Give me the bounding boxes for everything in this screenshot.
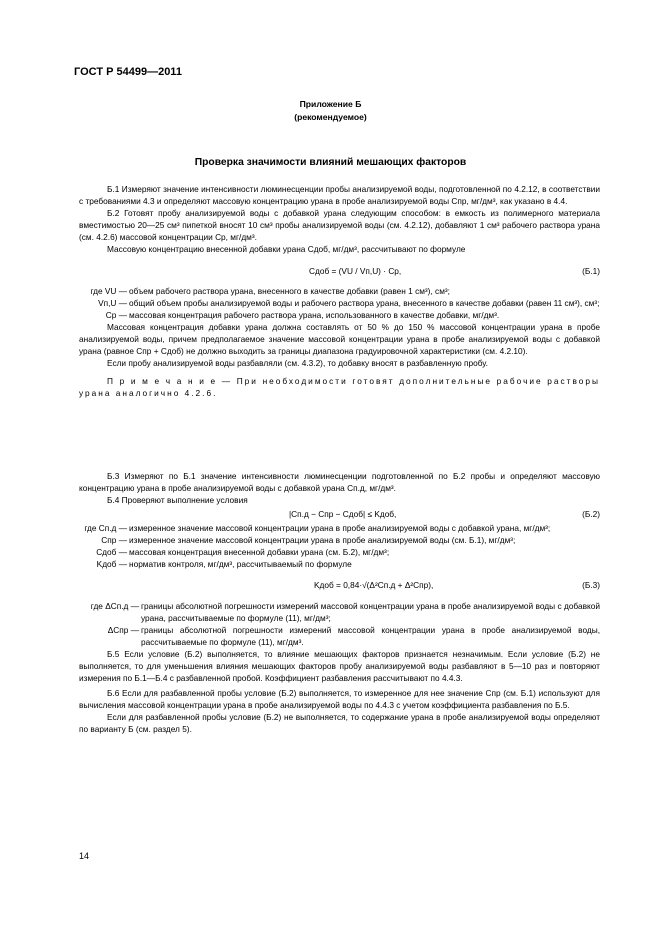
note: П р и м е ч а н и е — При необходимости готовят дополнительные рабочие растворы урана аналогично 4.2.6.	[79, 376, 600, 398]
definition-item	[79, 297, 600, 309]
definition-text: измеренное значение массовой концентрации урана в пробе анализируемой воды с добавкой урана, мг/дм³;	[129, 523, 551, 533]
definition-text: норматив контроля, мг/дм³, рассчитываемый по формуле	[129, 559, 352, 569]
definition-term: ΔCпр —	[107, 625, 139, 635]
paragraph-b1: Б.1 Измеряют значение интенсивности люминесценции пробы анализируемой воды, подготовленной по 4.2.12, в соответствии с требованиями 4.3 и определяют массовую концентрацию урана в пробе анализируемой воды Cпр, мг/дм³, как указано в 4.4.	[79, 184, 600, 206]
definition-term: где VU —	[90, 286, 127, 296]
formula-b1-text: Cдоб = (VU / Vп,U) · Cр,	[309, 266, 402, 276]
paragraph-b4: Б.4 Проверяют выполнение условия	[107, 495, 248, 505]
formula-b1	[79, 261, 600, 281]
definition-text: общий объем пробы анализируемой воды и рабочего раствора урана, внесенного в качестве добавки (равен 11 см³), см³;	[129, 298, 600, 308]
definition-item	[79, 600, 600, 624]
paragraph-b2: Б.2 Готовят пробу анализируемой воды с добавкой урана следующим способом: в емкость из полимерного материала вместимостью 20—25 см³ пипеткой вносят 10 см³ пробы анализируемой воды (см. 4.2.12), добавляют 1 см³ рабочего раствора урана (см. 4.2.6) массовой концентрации Cр, мг/дм³.	[79, 208, 600, 242]
definition-item	[79, 534, 600, 546]
definition-term: где Cп.д —	[84, 523, 127, 533]
definition-term: где ΔCп.д —	[90, 601, 139, 611]
definition-text: массовая концентрация рабочего раствора урана, использованного в качестве добавки, мг/дм³.	[129, 310, 500, 320]
paragraph-b2-formula-intro: Массовую концентрацию внесенной добавки урана Cдоб, мг/дм³, рассчитывают по формуле	[107, 244, 466, 254]
formula-b3-number: (Б.3)	[582, 580, 600, 590]
paragraph-b5: Б.5 Если условие (Б.2) выполняется, то влияние мешающих факторов признается незначимым. Если условие (Б.2) не выполняется, то для уменьшения влияния мешающих факторов пробу анализируемой воды разбавляют в 5—10 раз и повторяют измерения по Б.1—Б.4 с разбавленной пробой. Коэффициент разбавления рассчитывают по 4.4.3.	[79, 649, 600, 683]
formula-b1-number: (Б.1)	[582, 266, 600, 276]
paragraph-b6: Б.6 Если для разбавленной пробы условие (Б.2) выполняется, то измеренное для нее значение Cпр (см. Б.1) используют для вычисления массовой концентрации урана в пробе анализируемой воды по 4.4.3 с учетом коэффициента разбавления по Б.5.	[79, 688, 600, 710]
formula-b2	[79, 508, 600, 520]
definition-term: Cдоб —	[96, 547, 127, 557]
definition-item	[79, 309, 600, 321]
definition-text: массовая концентрация внесенной добавки урана (см. Б.2), мг/дм³;	[129, 547, 390, 557]
definition-item	[79, 522, 600, 534]
definitions-b1	[79, 285, 600, 321]
appendix-title: Проверка значимости влияний мешающих факторов	[194, 157, 467, 168]
definition-term: Cр —	[105, 310, 127, 320]
definition-item	[79, 624, 600, 648]
formula-b3	[79, 576, 600, 594]
appendix-status: (рекомендуемое)	[294, 112, 367, 122]
definition-term: Cпр —	[101, 535, 127, 545]
definition-text: объем рабочего раствора урана, внесенного в качестве добавки (равен 1 см³), см³;	[129, 286, 450, 296]
page-number: 14	[79, 851, 90, 861]
definitions-b2	[79, 522, 600, 570]
definition-term: Vп,U —	[98, 298, 127, 308]
document-code: ГОСТ Р 54499—2011	[74, 66, 182, 78]
definition-text: границы абсолютной погрешности измерений массовой концентрации урана в пробе анализируемой воды с добавкой урана, рассчитываемые по формуле (11), мг/дм³;	[141, 601, 600, 623]
definitions-b3	[79, 600, 600, 648]
definition-text: измеренное значение массовой концентрации урана в пробе анализируемой воды (см. Б.1), мг/дм³;	[129, 535, 516, 545]
paragraph-b6-else: Если для разбавленной пробы условие (Б.2) не выполняется, то содержание урана в пробе анализируемой воды определяют по варианту Б (см. раздел 5).	[79, 712, 600, 734]
definition-item	[79, 285, 600, 297]
formula-b2-number: (Б.2)	[582, 509, 600, 519]
paragraph-b2-concentration: Массовая концентрация добавки урана должна составлять от 50 % до 150 % массовой концентрации урана в пробе анализируемой воды, причем предполагаемое значение массовой концентрации урана в пробе анализируемой воды с добавкой урана (равное Cпр + Cдоб) не должно выходить за границы диапазона градуировочной характеристики (см. 4.2.10).	[79, 322, 600, 356]
formula-b3-text: Kдоб = 0,84·√(Δ²Cп.д + Δ²Cпр),	[314, 580, 434, 590]
definition-term: Kдоб —	[96, 559, 127, 569]
paragraph-b2-dilution: Если пробу анализируемой воды разбавляли (см. 4.3.2), то добавку вносят в разбавленную пробу.	[107, 358, 488, 368]
definition-item	[79, 546, 600, 558]
formula-b2-text: |Cп.д − Cпр − Cдоб| ≤ Kдоб,	[289, 509, 397, 519]
body-block-2	[79, 470, 600, 735]
definition-text: границы абсолютной погрешности измерений массовой концентрации урана в пробе анализируемой воды, рассчитываемые по формуле (11), мг/дм³.	[141, 625, 600, 647]
appendix-label: Приложение Б	[299, 99, 362, 109]
paragraph-b3: Б.3 Измеряют по Б.1 значение интенсивности люминесценции подготовленной по Б.2 пробы и определяют массовую концентрацию урана в пробе анализируемой воды с добавкой урана Cп.д, мг/дм³.	[79, 471, 600, 493]
body-block-1	[79, 183, 600, 399]
definition-item	[79, 558, 600, 570]
